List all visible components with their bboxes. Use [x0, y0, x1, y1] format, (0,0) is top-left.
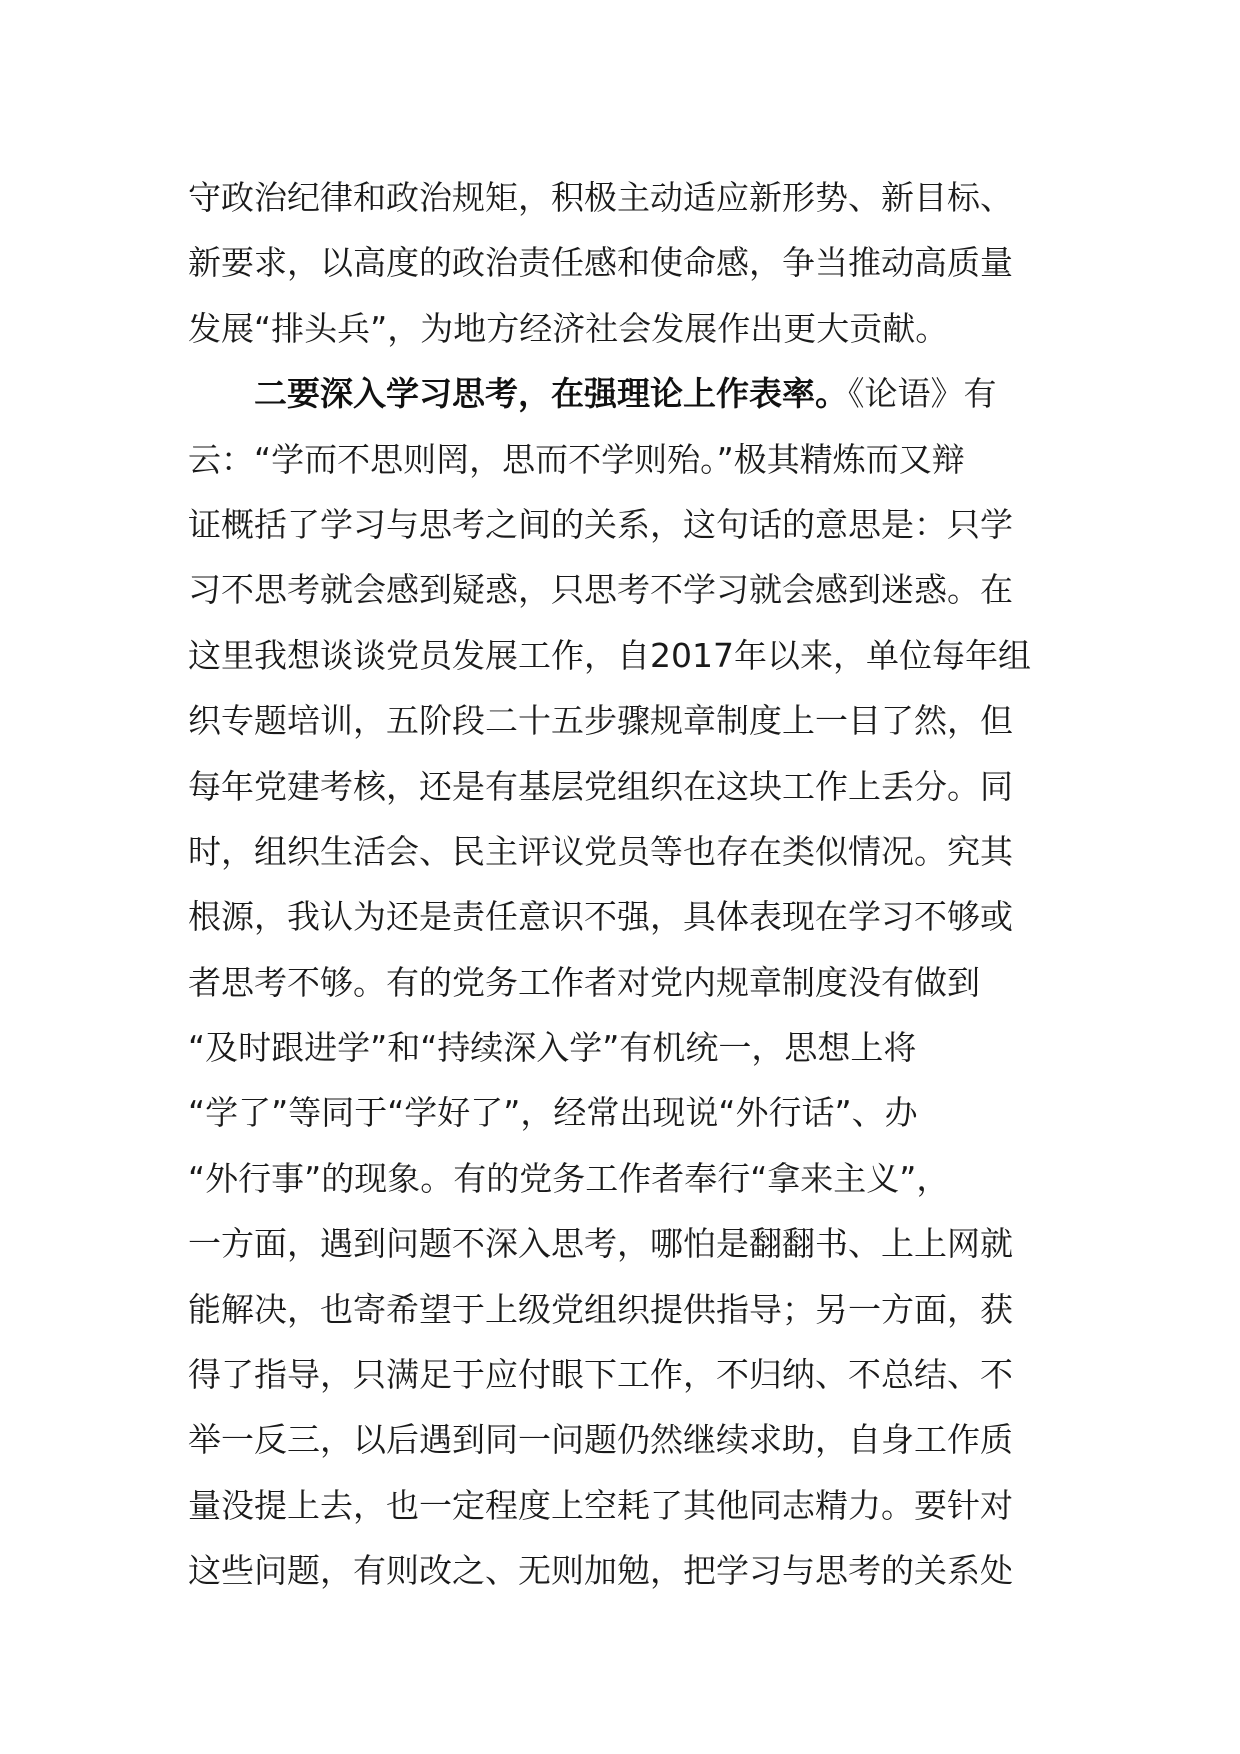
section-heading: 二要深入学习思考，在强理论上作表率。: [254, 374, 848, 414]
text-line: “及时跟进学”和“持续深入学”有机统一，思想上将: [188, 1028, 917, 1068]
text-line: 得了指导，只满足于应付眼下工作，不归纳、不总结、不: [188, 1355, 1013, 1395]
text-line: 一方面，遇到问题不深入思考，哪怕是翻翻书、上上网就: [188, 1224, 1013, 1264]
text-line: 新要求，以高度的政治责任感和使命感，争当推动高质量: [188, 243, 1013, 283]
section-heading-rest: 《论语》有: [848, 374, 997, 414]
section-heading-line: [188, 361, 1058, 426]
text-line: “外行事”的现象。有的党务工作者奉行“拿来主义”，: [188, 1158, 950, 1198]
text-line: 云：“学而不思则罔，思而不学则殆。”极其精炼而又辩: [188, 439, 965, 479]
text-line: 习不思考就会感到疑惑，只思考不学习就会感到迷惑。在: [188, 570, 1013, 610]
text-line: “学了”等同于“学好了”，经常出现说“外行话”、办: [188, 1093, 918, 1133]
text-line: 证概括了学习与思考之间的关系，这句话的意思是：只学: [188, 504, 1013, 544]
text-line: 这些问题，有则改之、无则加勉，把学习与思考的关系处: [188, 1551, 1013, 1591]
text-line: 者思考不够。有的党务工作者对党内规章制度没有做到: [188, 962, 980, 1002]
text-line: 守政治纪律和政治规矩，积极主动适应新形势、新目标、: [188, 178, 1013, 217]
text-line: 能解决，也寄希望于上级党组织提供指导；另一方面，获: [188, 1289, 1013, 1329]
text-line: 举一反三，以后遇到同一问题仍然继续求助，自身工作质: [188, 1420, 1013, 1460]
text-line: 每年党建考核，还是有基层党组织在这块工作上丢分。同: [188, 766, 1013, 806]
text-line: 发展“排头兵”，为地方经济社会发展作出更大贡献。: [188, 308, 949, 348]
text-line: 织专题培训，五阶段二十五步骤规章制度上一目了然，但: [188, 701, 1013, 741]
document-body: [188, 165, 1058, 1604]
text-line: 根源，我认为还是责任意识不强，具体表现在学习不够或: [188, 897, 1013, 937]
text-line: 这里我想谈谈党员发展工作，自2017年以来，单位每年组: [188, 635, 1031, 675]
text-line: 量没提上去，也一定程度上空耗了其他同志精力。要针对: [188, 1485, 1013, 1525]
text-line: 时，组织生活会、民主评议党员等也存在类似情况。究其: [188, 831, 1013, 871]
